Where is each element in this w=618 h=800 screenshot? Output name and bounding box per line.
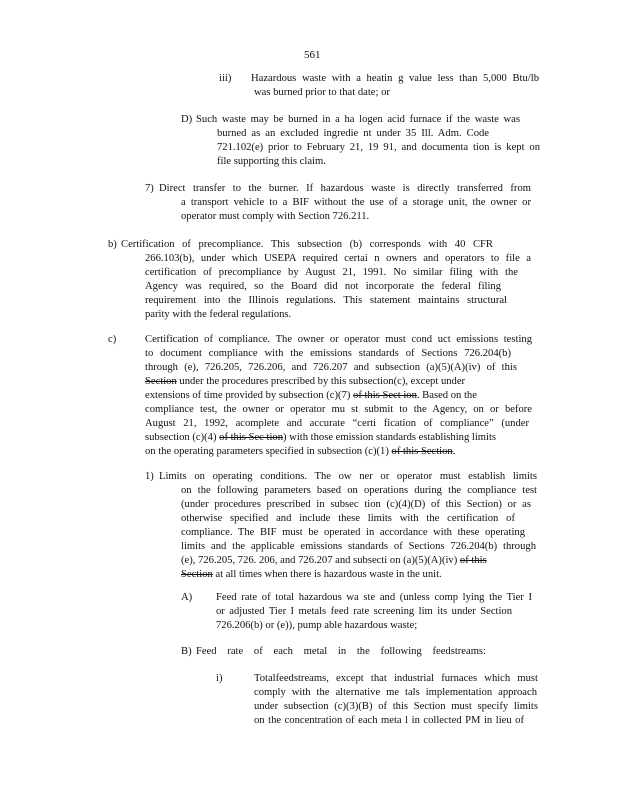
text-line [145,389,532,403]
item-label-iii: iii) [219,73,232,84]
item-7-continuation [181,196,531,224]
text-line: Limits on operating conditions. The ow ner or operator must establish limits [159,471,537,482]
text-line: 266.103(b), under which USEPA required certai n owners and operators to file a [145,253,531,264]
text-line: Hazardous waste with a heatin g value less than 5,000 Btu/lb [251,73,539,84]
item-B-text [196,645,486,659]
item-b-continuation [145,252,531,322]
item-c-text [145,333,532,459]
text-line: Totalfeedstreams, except that industrial furnaces which must [254,673,538,684]
text-line: parity with the federal regulations. [145,309,292,320]
item-label-7: 7) [145,183,154,194]
text-span: subsection (c)(4) [145,432,220,443]
text-span: (e), 726.205, 726. 206, and 726.207 and subsecti on (a)(5)(A)(iv) [181,555,460,566]
text-line: certification of precompliance by August 21, 1991. No similar filing with the [145,267,518,278]
text-line: on the following parameters based on operations during the compliance test [181,485,537,496]
struck-text: of this Sect ion [353,390,417,401]
item-label-c1: 1) [145,471,154,482]
item-c1-continuation [181,484,537,582]
struck-text: of this [459,555,487,566]
item-D-continuation [217,127,540,169]
struck-text: Section [181,569,213,580]
text-line: Direct transfer to the burner. If hazardous waste is directly transferred from [159,183,531,194]
text-line: Feed rate of total hazardous wa ste and (unless comp lying the Tier I [216,592,532,603]
text-line: under subsection (c)(3)(B) of this Section must specify limits [254,701,538,712]
item-i-text [254,672,538,728]
item-label-A: A) [181,592,193,603]
item-label-B: B) [181,646,192,657]
item-b-text [121,238,493,252]
struck-text: Section [145,376,177,387]
struck-text: of this Section [391,446,453,457]
text-line: comply with the alternative me tals implementation approach [254,687,537,698]
text-line: Feed rate of each metal in the following feedstreams: [196,646,486,657]
text-line: burned as an excluded ingredie nt under 35 Ill. Adm. Code [217,128,489,139]
item-label-c: c) [108,334,117,345]
text-line: Agency was required, so the Board did not incorporate the federal filing [145,281,501,292]
text-line: August 21, 1992, acomplete and accurate “certi fication of compliance” (under [145,418,529,429]
text-line: a transport vehicle to a BIF without the use of a storage unit, the owner or [181,197,531,208]
text-span: at all times when there is hazardous waste in the unit. [212,569,442,580]
item-c1-text [159,470,537,484]
text-line: compliance. The BIF must be operated in accordance with these operating [181,527,525,538]
text-line [181,554,537,568]
text-span: . Based on the [416,390,477,401]
item-label-b: b) [108,239,117,250]
text-line: 721.102(e) prior to February 21, 19 91, and documenta tion is kept on [217,142,540,153]
text-line: Certification of precompliance. This subsection (b) corresponds with 40 CFR [121,239,493,250]
text-line: to document compliance with the emissions standards of Sections 726.204(b) [145,348,511,359]
text-line: Certification of compliance. The owner or operator must cond uct emissions testing [145,334,532,345]
text-line: through (e), 726.205, 726.206, and 726.207 and subsection (a)(5)(A)(iv) of this [145,362,517,373]
text-span: on the operating parameters specified in subsection (c)(1) [145,446,392,457]
text-line: operator must comply with Section 726.211. [181,211,370,222]
item-D-text [196,113,520,127]
text-line: or adjusted Tier I metals feed rate screening lim its under Section [216,606,512,617]
text-line: 726.206(b) or (e)), pump able hazardous waste; [216,620,418,631]
text-span: extensions of time provided by subsection (c)(7) [145,390,354,401]
text-line [145,445,532,459]
text-span: ) with those emission standards establishing limits [283,432,497,443]
text-span: . [452,446,456,457]
item-7-text [159,182,531,196]
page-number: 561 [304,49,321,61]
item-label-D: D) [181,114,193,125]
item-iii-text [251,72,539,100]
text-line [181,568,537,582]
text-line: was burned prior to that date; or [254,87,390,98]
text-line: on the concentration of each meta l in collected PM in lieu of [254,715,524,726]
text-line [145,431,532,445]
item-label-i: i) [216,673,223,684]
struck-text: of this Sec tion [219,432,283,443]
text-line: otherwise specified and include these limits with the certification of [181,513,515,524]
text-span: under the procedures prescribed by this subsection(c), except under [176,376,466,387]
item-A-text [216,591,532,633]
text-line: limits and the applicable emissions standards of Sections 726.204(b) through [181,541,536,552]
text-line: compliance test, the owner or operator mu st submit to the Agency, on or before [145,404,532,415]
text-line: (under procedures prescribed in subsec tion (c)(4)(D) of this Section) or as [181,499,531,510]
text-line: requirement into the Illinois regulations. This statement maintains structural [145,295,507,306]
text-line: Such waste may be burned in a ha logen acid furnace if the waste was [196,114,520,125]
text-line [145,375,532,389]
text-line: file supporting this claim. [217,156,326,167]
